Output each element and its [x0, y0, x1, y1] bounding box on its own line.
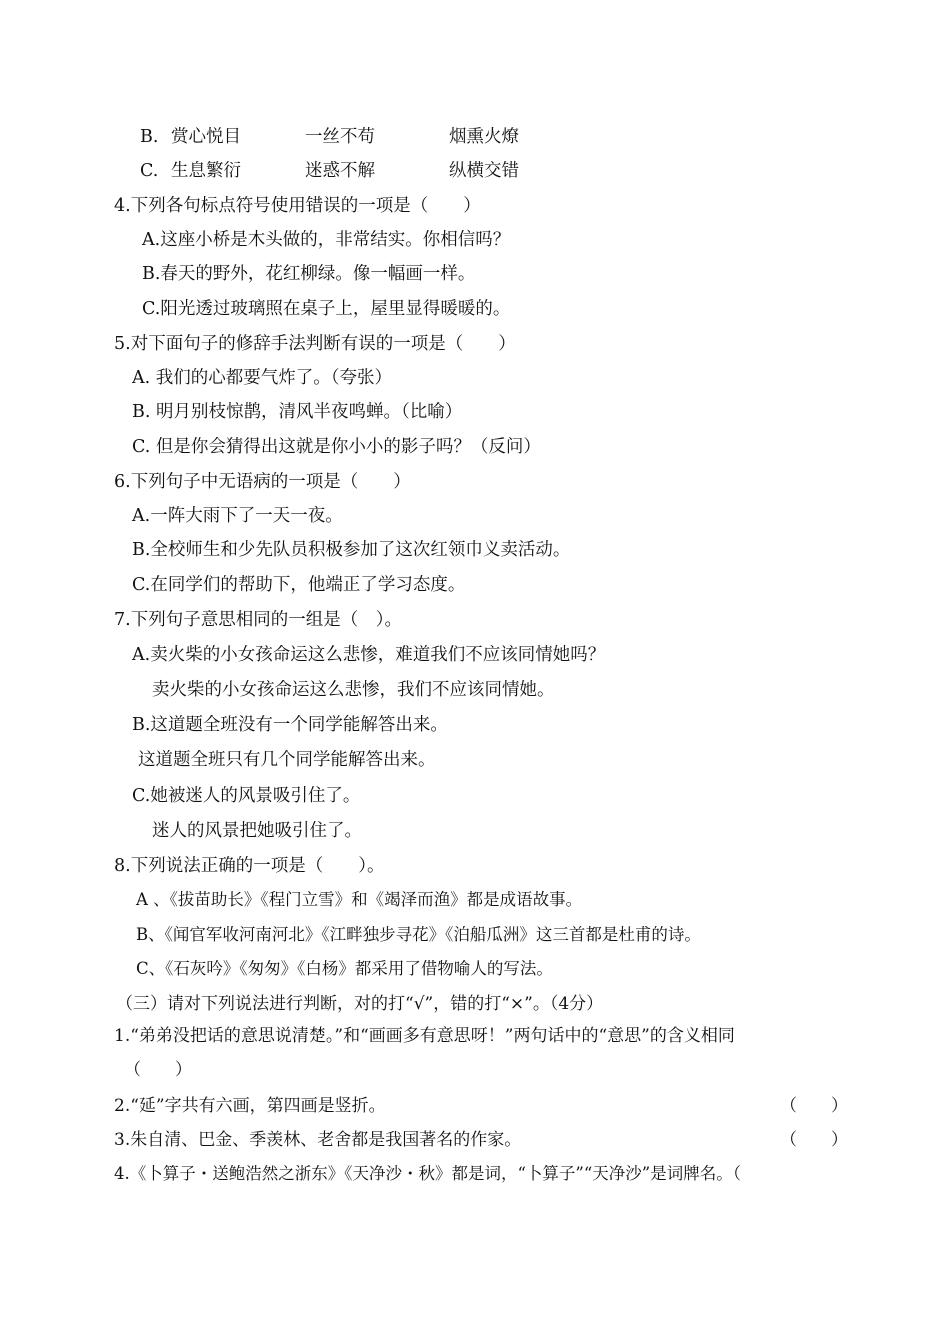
q5-option-b: B. 明月别枝惊鹊，清风半夜鸣蝉。（比喻）	[132, 402, 463, 422]
q3-option-b-label: B.	[140, 127, 159, 147]
q4-option-a: A.这座小桥是木头做的，非常结实。你相信吗？	[142, 230, 511, 250]
judge-item-1-text: 1.“弟弟没把话的意思说清楚。”和“画画多有意思呀！”两句话中的“意思”的含义相同	[114, 1026, 735, 1046]
q7-option-b-sentence-2: 这道题全班只有几个同学能解答出来。	[138, 750, 436, 770]
q7-option-c-sentence-1: C.她被迷人的风景吸引住了。	[132, 786, 361, 806]
q6-option-b: B.全校师生和少先队员积极参加了这次红领巾义卖活动。	[132, 540, 571, 560]
q4-stem: 4.下列各句标点符号使用错误的一项是（ ）	[114, 196, 481, 216]
q8-option-b: B、《闻官军收河南河北》《江畔独步寻花》《泊船瓜洲》这三首都是杜甫的诗。	[136, 925, 701, 944]
part3-heading: （三）请对下列说法进行判断，对的打“√”，错的打“×”。（4分）	[116, 994, 604, 1014]
q3-option-c-word-3: 纵横交错	[449, 161, 519, 181]
q8-option-c: C、《石灰吟》《匆匆》《白杨》都采用了借物喻人的写法。	[136, 959, 553, 978]
judge-item-2-text: 2.“延”字共有六画，第四画是竖折。	[114, 1096, 386, 1116]
q3-option-c-label: C.	[140, 161, 159, 181]
judge-item-3-text: 3.朱自清、巴金、季羡林、老舍都是我国著名的作家。	[114, 1130, 522, 1150]
judge-item-1-answer-blank[interactable]: （ ）	[124, 1060, 192, 1080]
q8-option-a: A 、《拔苗助长》《程门立雪》和《竭泽而渔》都是成语故事。	[136, 890, 583, 909]
q8-stem: 8.下列说法正确的一项是（ ）。	[114, 856, 385, 876]
judge-item-3-answer-blank[interactable]: （ ）	[780, 1130, 848, 1150]
q5-option-a: A. 我们的心都要气炸了。（夸张）	[132, 368, 393, 388]
q7-option-a-sentence-2: 卖火柴的小女孩命运这么悲惨，我们不应该同情她。	[152, 680, 555, 700]
q7-option-b-sentence-1: B.这道题全班没有一个同学能解答出来。	[132, 715, 448, 735]
q3-option-b-word-3: 烟熏火燎	[449, 127, 519, 147]
q7-option-c-sentence-2: 迷人的风景把她吸引住了。	[152, 821, 362, 841]
q5-option-c: C. 但是你会猜得出这就是你小小的影子吗？（反问）	[132, 437, 541, 457]
q3-option-b-word-2: 一丝不苟	[305, 127, 375, 147]
q7-stem: 7.下列句子意思相同的一组是（ ）。	[114, 610, 402, 630]
q3-option-c-word-2: 迷惑不解	[305, 161, 375, 181]
q7-option-a-sentence-1: A.卖火柴的小女孩命运这么悲惨，难道我们不应该同情她吗？	[132, 645, 606, 665]
q6-stem: 6.下列句子中无语病的一项是（ ）	[114, 472, 411, 492]
q5-stem: 5.对下面句子的修辞手法判断有误的一项是（ ）	[114, 334, 516, 354]
q6-option-a: A.一阵大雨下了一天一夜。	[132, 506, 343, 526]
q6-option-c: C.在同学们的帮助下，他端正了学习态度。	[132, 575, 466, 595]
q3-option-b-word-1: 赏心悦目	[171, 127, 241, 147]
judge-item-2-answer-blank[interactable]: （ ）	[780, 1096, 848, 1116]
q4-option-b: B.春天的野外，花红柳绿。像一幅画一样。	[142, 264, 476, 284]
q3-option-c-word-1: 生息繁衍	[171, 161, 241, 181]
q4-option-c: C.阳光透过玻璃照在桌子上，屋里显得暖暖的。	[142, 299, 511, 319]
judge-item-4-text: 4.《卜算子・送鲍浩然之浙东》《天净沙・秋》都是词，“卜算子”“天净沙”是词牌名。（	[114, 1164, 741, 1183]
